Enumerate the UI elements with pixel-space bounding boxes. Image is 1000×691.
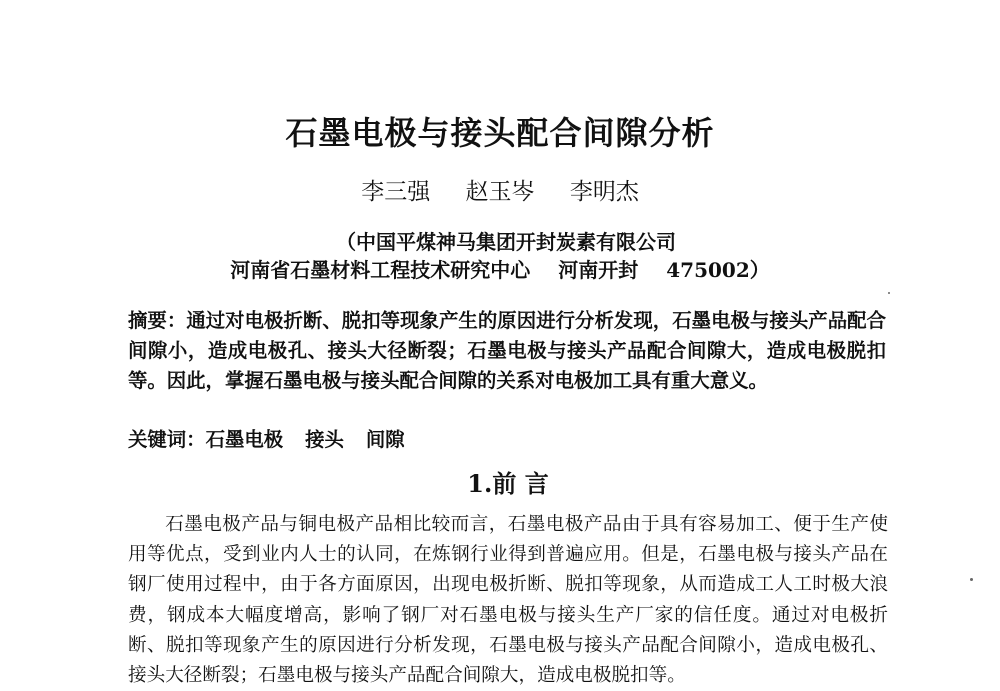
keyword: 接头: [305, 428, 344, 451]
author-name: 李明杰: [569, 179, 639, 205]
affiliation-line-1: （中国平煤神马集团开封炭素有限公司: [336, 230, 676, 254]
paper-title: 石墨电极与接头配合间隙分析: [285, 114, 715, 152]
keywords: [128, 424, 427, 452]
section-heading: 1.前 言: [467, 469, 549, 498]
scan-speck: [970, 578, 973, 581]
affiliation-line-2: [0, 254, 1000, 283]
keywords-label: 关键词：: [128, 428, 206, 451]
abstract-text: 通过对电极折断、脱扣等现象产生的原因进行分析发现，石墨电极与接头产品配合间隙小，造成电极孔、接头大径断裂；石墨电极与接头产品配合间隙大，造成电极脱扣等。因此，掌握石墨电极与接头配合间隙的关系对电极加工具有重大意义。: [128, 309, 886, 392]
affiliation-city: 河南开封: [558, 258, 639, 282]
abstract: [128, 306, 886, 396]
keyword: 石墨电极: [205, 428, 284, 451]
author-name: 李三强: [361, 179, 431, 205]
affiliation-org: 河南省石墨材料工程技术研究中心: [230, 258, 531, 282]
body-paragraph: 石墨电极产品与铜电极产品相比较而言，石墨电极产品由于具有容易加工、便于生产使用等优点，受到业内人士的认同，在炼钢行业得到普遍应用。但是，石墨电极与接头产品在钢厂使用过程中，由于各方面原因，出现电极折断、脱扣等现象，从而造成工人工时极大浪费，钢成本大幅度增高，影响了钢厂对石墨电极与接头生产厂家的信任度。通过对电极折断、脱扣等现象产生的原因进行分析发现，石墨电极与接头产品配合间隙小，造成电极孔、接头大径断裂；石墨电极与接头产品配合间隙大，造成电极脱扣等。: [128, 514, 888, 687]
abstract-label: 摘要：: [128, 309, 187, 332]
scan-speck: [888, 292, 890, 294]
author-name: 赵玉岑: [465, 179, 535, 205]
affiliation-zip: 475002）: [666, 258, 770, 282]
author-list: [0, 173, 1000, 206]
keyword: 间隙: [365, 428, 405, 451]
